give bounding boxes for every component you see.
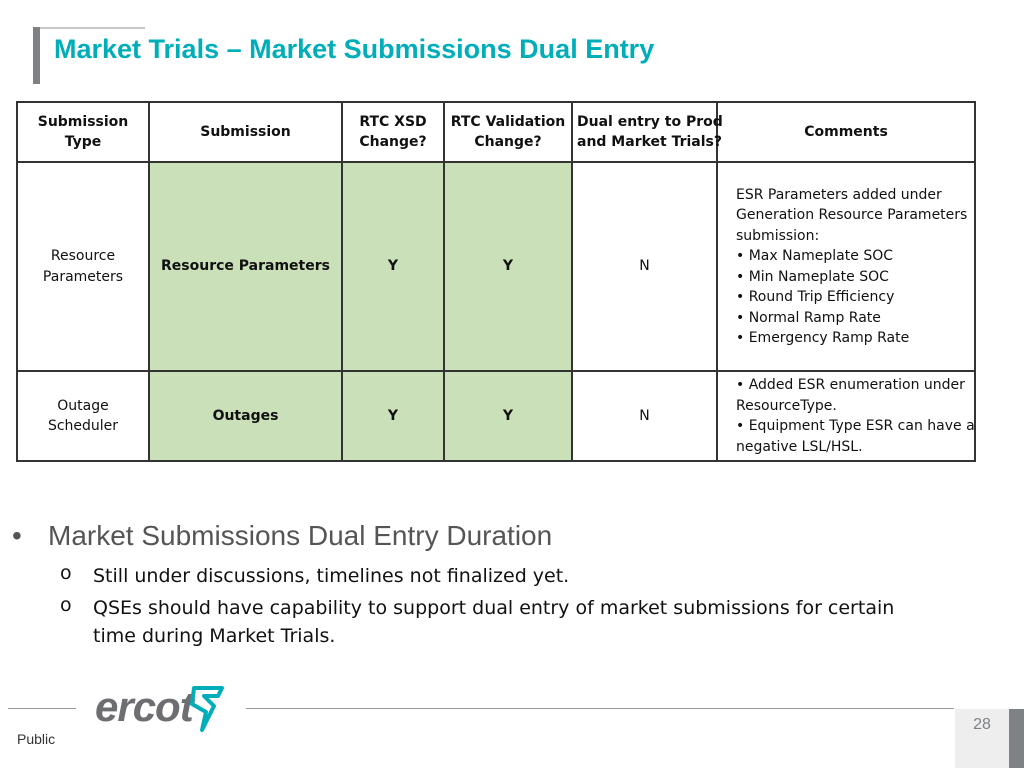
cell-rtc-xsd: Y [342,371,444,461]
cell-submission-type: Outage Scheduler [17,371,149,461]
cell-submission: Resource Parameters [149,162,342,371]
header-rtc-validation: RTC Validation Change? [444,102,572,162]
cell-rtc-validation: Y [444,371,572,461]
ercot-bolt-icon [188,686,226,732]
cell-rtc-validation: Y [444,162,572,371]
cell-dual-entry: N [572,162,717,371]
cell-comments: ESR Parameters added under Generation Resource Parameters submission: • Max Nameplate SOC • Min Nameplate SOC • Round Trip Efficiency • Normal Ramp Rate • Emergency Ramp Rate [717,162,975,371]
table-row [17,162,975,371]
sub-bullet-marker: o [60,562,72,584]
page-number: 28 [973,716,991,733]
table-row [17,371,975,461]
header-dual-entry: Dual entry to Prod and Market Trials? [572,102,717,162]
cell-comments: • Added ESR enumeration under ResourceType. • Equipment Type ESR can have a negative LSL/HSL. [717,371,975,461]
ercot-logo: ercot [95,683,193,730]
header-rtc-xsd: RTC XSD Change? [342,102,444,162]
table-header-row [17,102,975,162]
footer-divider-left [8,708,76,709]
bullet-marker: • [12,520,22,551]
submissions-table [16,101,976,462]
sub-bullet-marker: o [60,594,72,616]
cell-dual-entry: N [572,371,717,461]
title-accent-bar [33,27,40,84]
footer-divider [246,708,954,709]
header-comments: Comments [717,102,975,162]
sub-bullet-text: Still under discussions, timelines not finalized yet. [93,565,570,587]
slide-title: Market Trials – Market Submissions Dual Entry [54,34,655,64]
page-number-accent [1009,709,1024,768]
classification-label: Public [17,731,56,747]
cell-submission: Outages [149,371,342,461]
header-submission: Submission [149,102,342,162]
header-submission-type: Submission Type [17,102,149,162]
sub-bullet-text: QSEs should have capability to support dual entry of market submissions for certain time during Market Trials. [93,597,895,647]
title-accent-line [33,27,145,29]
cell-rtc-xsd: Y [342,162,444,371]
cell-submission-type: Resource Parameters [17,162,149,371]
bullet-main: Market Submissions Dual Entry Duration [48,520,553,551]
